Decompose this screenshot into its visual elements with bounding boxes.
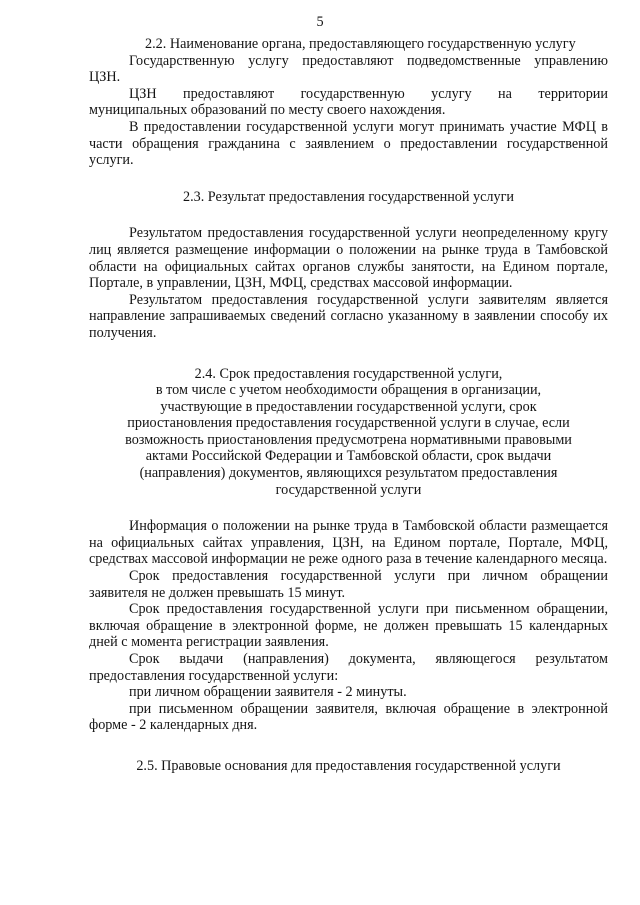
section-2-2-heading: 2.2. Наименование органа, предоставляющего государственную услугу [145,36,576,52]
section-2-4-paragraph-3: Срок предоставления государственной услуги при письменном обращении, включая обращение в электронной форме, не должен превышать 15 календарных дней с момента регистрации заявления. [89,601,608,651]
section-2-4-paragraph-2: Срок предоставления государственной услуги при личном обращении заявителя не должен превышать 15 минут. [89,568,608,601]
section-2-4-paragraph-1: Информация о положении на рынке труда в Тамбовской области размещается на официальных сайтах управления, ЦЗН, на Едином портале, Портале, МФЦ, средствах массовой информации не реже одного раза в течение календарного месяца. [89,518,608,568]
section-2-4-heading [89,366,608,499]
section-2-4-heading-line: участвующие в предоставлении государственной услуги, срок [160,398,537,415]
section-2-2-paragraph-1-line-1: Государственную услугу предоставляют подведомственные управлению [129,52,608,69]
section-2-5-heading: 2.5. Правовые основания для предоставления государственной услуги [136,757,561,774]
section-2-4-heading-line: возможность приостановления предусмотрена нормативными правовыми [125,431,572,448]
section-2-3-paragraph-2: Результатом предоставления государственной услуги заявителям является направление запрашиваемых сведений согласно указанному в заявлении способу их получения. [89,291,608,341]
section-2-4-paragraph-4: Срок выдачи (направления) документа, являющегося результатом предоставления государственной услуги: [89,651,608,684]
section-2-2-paragraph-1-line-2: ЦЗН. [89,69,121,86]
section-2-4-heading-line: (направления) документов, являющихся результатом предоставления [139,465,558,482]
section-2-3-heading: 2.3. Результат предоставления государственной услуги [182,188,515,205]
section-2-3-paragraph-1: Результатом предоставления государственной услуги неопределенному кругу лиц является размещение информации о положении на рынке труда в Тамбовской области на официальных сайтах органов службы занятости, на Едином портале, Портале, в управлении, ЦЗН, МФЦ, средствах массовой информации. [89,225,608,292]
section-2-4-heading-line: в том числе с учетом необходимости обращения в организации, [155,382,542,399]
section-2-4-paragraph-5: при личном обращении заявителя - 2 минуты. [129,684,407,701]
section-2-2-paragraph-2-line-2: муниципальных образований по месту своего нахождения. [89,102,446,119]
section-2-4-paragraph-6: при письменном обращении заявителя, включая обращение в электронной форме - 2 календарных дня. [89,700,608,734]
document-body [89,36,608,775]
section-2-4-heading-line: 2.4. Срок предоставления государственной услуги, [194,365,503,382]
section-2-4-heading-line: приостановления предоставления государственной услуги в случае, если [127,415,570,432]
section-2-4-heading-line: государственной услуги [275,481,422,498]
section-2-4-heading-line: актами Российской Федерации и Тамбовской области, срок выдачи [145,448,552,465]
page-number: 5 [316,14,324,30]
section-2-2-paragraph-3: В предоставлении государственной услуги могут принимать участие МФЦ в части обращения гражданина с заявлением о предоставлении государственной услуги. [89,118,608,169]
section-2-2-paragraph-2-line-1: ЦЗН предоставляют государственную услугу на территории [129,85,608,102]
